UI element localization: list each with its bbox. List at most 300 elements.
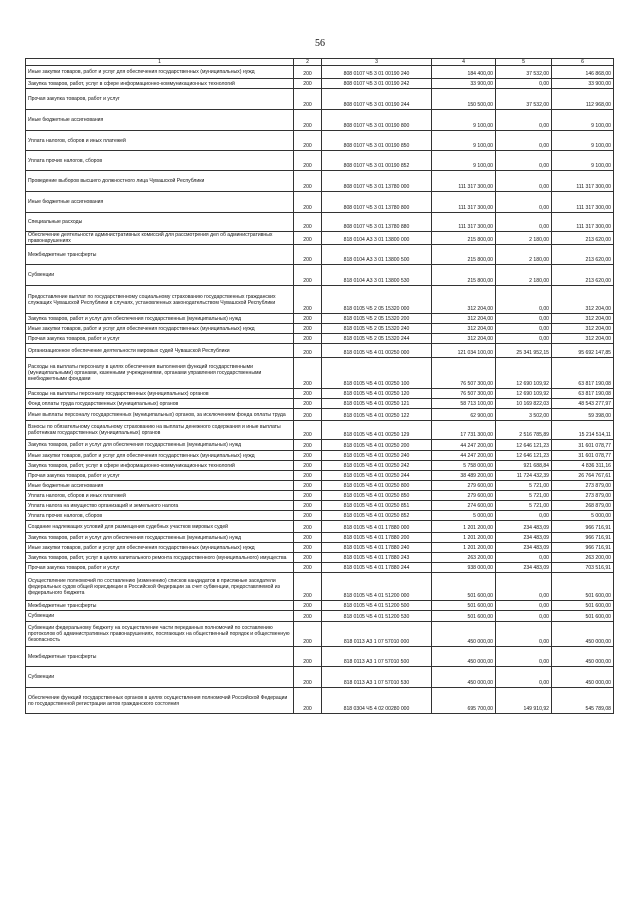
row-name-cell: Прочая закупка товаров, работ и услуг [26, 563, 294, 573]
row-code-cell: 200 [294, 511, 322, 521]
table-row [26, 232, 614, 245]
row-plan-cell: 938 000,00 [432, 563, 496, 573]
row-code-cell: 200 [294, 131, 322, 151]
row-fact-cell: 12 646 121,23 [496, 440, 552, 451]
row-code-cell: 200 [294, 440, 322, 451]
table-row [26, 324, 614, 334]
table-row [26, 421, 614, 440]
row-fact-cell: 37 532,00 [496, 66, 552, 79]
row-code-cell: 200 [294, 89, 322, 110]
row-kbk-cell: 808 0107 Ч5 3 01 00190 850 [322, 131, 432, 151]
table-row [26, 611, 614, 622]
row-code-cell: 200 [294, 421, 322, 440]
row-code-cell: 200 [294, 213, 322, 232]
row-name-cell: Уплата налогов, сборов и иных платежей [26, 131, 294, 151]
row-code-cell: 200 [294, 265, 322, 286]
row-code-cell: 200 [294, 611, 322, 622]
row-kbk-cell: 808 0107 Ч5 3 01 00190 800 [322, 110, 432, 131]
table-row [26, 334, 614, 344]
header-cell: 5 [496, 59, 552, 66]
row-code-cell: 200 [294, 334, 322, 344]
table-header-row [26, 59, 614, 66]
row-plan-cell: 111 317 300,00 [432, 192, 496, 213]
table-row [26, 151, 614, 171]
row-code-cell: 200 [294, 667, 322, 688]
table-row [26, 471, 614, 481]
row-name-cell: Закупка товаров, работ и услуг для обеспечения государственных (муниципальных) нужд [26, 440, 294, 451]
row-kbk-cell: 808 0107 Ч5 3 01 00190 240 [322, 66, 432, 79]
row-plan-cell: 279 600,00 [432, 481, 496, 491]
row-total-cell: 59 398,00 [552, 409, 614, 421]
table-row [26, 688, 614, 714]
row-total-cell: 312 204,00 [552, 324, 614, 334]
row-fact-cell: 234 483,09 [496, 533, 552, 543]
row-name-cell: Специальные расходы [26, 213, 294, 232]
row-fact-cell: 0,00 [496, 286, 552, 314]
row-total-cell: 213 620,00 [552, 245, 614, 265]
row-code-cell: 200 [294, 389, 322, 399]
row-plan-cell: 1 201 200,00 [432, 543, 496, 553]
row-plan-cell: 274 600,00 [432, 501, 496, 511]
row-plan-cell: 38 489 200,00 [432, 471, 496, 481]
row-fact-cell: 0,00 [496, 667, 552, 688]
row-fact-cell: 5 721,00 [496, 481, 552, 491]
row-code-cell: 200 [294, 481, 322, 491]
row-plan-cell: 215 800,00 [432, 245, 496, 265]
row-name-cell: Создание надлежащих условий для размещения судебных участков мировых судей [26, 521, 294, 533]
table-row [26, 89, 614, 110]
row-total-cell: 312 204,00 [552, 314, 614, 324]
row-total-cell: 966 716,91 [552, 543, 614, 553]
row-total-cell: 111 317 300,00 [552, 192, 614, 213]
row-kbk-cell: 818 0105 Ч5 4 01 00250 121 [322, 399, 432, 409]
row-name-cell: Прочая закупка товаров, работ и услуг [26, 471, 294, 481]
row-fact-cell: 5 721,00 [496, 491, 552, 501]
row-name-cell: Уплата налогов, сборов и иных платежей [26, 491, 294, 501]
row-total-cell: 9 100,00 [552, 131, 614, 151]
table-row [26, 245, 614, 265]
row-kbk-cell: 818 0105 Ч5 4 01 00250 120 [322, 389, 432, 399]
row-code-cell: 200 [294, 533, 322, 543]
row-name-cell: Субвенции [26, 265, 294, 286]
row-kbk-cell: 818 0113 А3 1 07 57010 000 [322, 622, 432, 647]
budget-table [25, 58, 614, 714]
row-code-cell: 200 [294, 344, 322, 358]
row-name-cell: Расходы на выплаты персоналу государственных (муниципальных) органов [26, 389, 294, 399]
row-kbk-cell: 818 0105 Ч5 2 05 15320 000 [322, 286, 432, 314]
table-row [26, 451, 614, 461]
row-name-cell: Иные бюджетные ассигнования [26, 481, 294, 491]
row-total-cell: 95 692 147,85 [552, 344, 614, 358]
row-fact-cell: 234 483,09 [496, 563, 552, 573]
row-kbk-cell: 818 0105 Ч5 4 01 17880 240 [322, 543, 432, 553]
row-name-cell: Уплата налога на имущество организаций и земельного налога [26, 501, 294, 511]
row-plan-cell: 312 204,00 [432, 314, 496, 324]
row-fact-cell: 0,00 [496, 151, 552, 171]
row-code-cell: 200 [294, 491, 322, 501]
row-plan-cell: 121 034 100,00 [432, 344, 496, 358]
row-kbk-cell: 818 0105 Ч5 4 01 00250 240 [322, 451, 432, 461]
row-kbk-cell: 818 0304 Ч5 4 02 00280 000 [322, 688, 432, 714]
row-total-cell: 4 836 311,16 [552, 461, 614, 471]
row-fact-cell: 0,00 [496, 573, 552, 601]
row-code-cell: 200 [294, 110, 322, 131]
row-total-cell: 966 716,91 [552, 533, 614, 543]
row-name-cell: Межбюджетные трансферты [26, 245, 294, 265]
row-code-cell: 200 [294, 286, 322, 314]
row-name-cell: Обеспечение функций государственных органов в целях осуществления полномочий Российской Федерации по государственной регистрации актов гражданского состояния [26, 688, 294, 714]
table-row [26, 286, 614, 314]
row-plan-cell: 279 600,00 [432, 491, 496, 501]
table-row [26, 389, 614, 399]
table-row [26, 481, 614, 491]
row-code-cell: 200 [294, 601, 322, 611]
row-total-cell: 146 868,00 [552, 66, 614, 79]
row-plan-cell: 9 100,00 [432, 151, 496, 171]
row-plan-cell: 450 000,00 [432, 647, 496, 667]
row-total-cell: 63 817 190,08 [552, 358, 614, 389]
row-total-cell: 33 900,00 [552, 79, 614, 89]
table-row [26, 314, 614, 324]
row-total-cell: 501 600,00 [552, 601, 614, 611]
table-row [26, 358, 614, 389]
row-plan-cell: 5 000,00 [432, 511, 496, 521]
row-code-cell: 200 [294, 573, 322, 601]
page-number: 56 [315, 38, 325, 49]
row-plan-cell: 695 700,00 [432, 688, 496, 714]
row-code-cell: 200 [294, 501, 322, 511]
row-total-cell: 450 000,00 [552, 622, 614, 647]
row-fact-cell: 0,00 [496, 79, 552, 89]
row-code-cell: 200 [294, 461, 322, 471]
row-fact-cell: 5 721,00 [496, 501, 552, 511]
table-row [26, 66, 614, 79]
row-total-cell: 312 204,00 [552, 334, 614, 344]
row-kbk-cell: 818 0105 Ч5 2 05 15320 240 [322, 324, 432, 334]
row-total-cell: 450 000,00 [552, 647, 614, 667]
table-row [26, 344, 614, 358]
row-plan-cell: 150 500,00 [432, 89, 496, 110]
row-kbk-cell: 818 0105 Ч5 2 05 15320 200 [322, 314, 432, 324]
row-fact-cell: 0,00 [496, 647, 552, 667]
row-code-cell: 200 [294, 647, 322, 667]
row-total-cell: 703 516,91 [552, 563, 614, 573]
table-row [26, 543, 614, 553]
row-total-cell: 501 600,00 [552, 573, 614, 601]
row-code-cell: 200 [294, 324, 322, 334]
row-fact-cell: 0,00 [496, 324, 552, 334]
row-fact-cell: 234 483,09 [496, 543, 552, 553]
row-fact-cell: 12 690 109,92 [496, 389, 552, 399]
row-name-cell: Обеспечение деятельности административных комиссий для рассмотрения дел об административных правонарушениях [26, 232, 294, 245]
row-kbk-cell: 818 0104 А3 3 01 13800 500 [322, 245, 432, 265]
table-row [26, 79, 614, 89]
table-row [26, 601, 614, 611]
row-plan-cell: 450 000,00 [432, 622, 496, 647]
row-fact-cell: 0,00 [496, 511, 552, 521]
row-plan-cell: 9 100,00 [432, 110, 496, 131]
row-plan-cell: 33 900,00 [432, 79, 496, 89]
row-name-cell: Фонд оплаты труда государственных (муниципальных) органов [26, 399, 294, 409]
table-row [26, 647, 614, 667]
row-total-cell: 63 817 190,08 [552, 389, 614, 399]
row-fact-cell: 0,00 [496, 171, 552, 192]
row-total-cell: 312 204,00 [552, 286, 614, 314]
row-kbk-cell: 818 0105 Ч5 4 01 00250 244 [322, 471, 432, 481]
row-kbk-cell: 808 0107 Ч5 3 01 13780 880 [322, 213, 432, 232]
row-plan-cell: 44 247 200,00 [432, 451, 496, 461]
row-name-cell: Субвенции федеральному бюджету на осуществление части переданных полномочий по составлению протоколов об административных правонарушениях, посягающих на общественный порядок и общественную безопасность [26, 622, 294, 647]
row-total-cell: 450 000,00 [552, 667, 614, 688]
row-plan-cell: 76 507 300,00 [432, 358, 496, 389]
row-fact-cell: 12 646 121,23 [496, 451, 552, 461]
row-fact-cell: 0,00 [496, 622, 552, 647]
row-plan-cell: 312 204,00 [432, 334, 496, 344]
row-total-cell: 9 100,00 [552, 151, 614, 171]
row-plan-cell: 58 713 100,00 [432, 399, 496, 409]
row-name-cell: Субвенции [26, 611, 294, 622]
row-name-cell: Межбюджетные трансферты [26, 601, 294, 611]
header-cell: 4 [432, 59, 496, 66]
row-plan-cell: 263 200,00 [432, 553, 496, 563]
row-fact-cell: 149 910,92 [496, 688, 552, 714]
table-row [26, 399, 614, 409]
row-plan-cell: 312 204,00 [432, 286, 496, 314]
row-name-cell: Закупка товаров, работ и услуг для обеспечения государственных (муниципальных) нужд [26, 314, 294, 324]
row-fact-cell: 0,00 [496, 611, 552, 622]
row-kbk-cell: 818 0104 А3 3 01 13800 000 [322, 232, 432, 245]
row-plan-cell: 62 900,00 [432, 409, 496, 421]
row-code-cell: 200 [294, 314, 322, 324]
row-name-cell: Субвенции [26, 667, 294, 688]
row-kbk-cell: 818 0105 Ч5 4 01 00250 242 [322, 461, 432, 471]
row-total-cell: 545 789,08 [552, 688, 614, 714]
row-total-cell: 31 601 078,77 [552, 451, 614, 461]
row-kbk-cell: 818 0105 Ч5 4 01 00250 129 [322, 421, 432, 440]
row-name-cell: Осуществление полномочий по составлению (изменению) списков кандидатов в присяжные заседатели федеральных судов общей юрисдикции в Российской Федерации за счет субвенции, предоставляемой из федерального бюджета [26, 573, 294, 601]
row-kbk-cell: 808 0107 Ч5 3 01 00190 244 [322, 89, 432, 110]
row-plan-cell: 501 600,00 [432, 601, 496, 611]
row-total-cell: 9 100,00 [552, 110, 614, 131]
table-row [26, 573, 614, 601]
row-code-cell: 200 [294, 151, 322, 171]
table-row [26, 440, 614, 451]
row-kbk-cell: 818 0105 Ч5 4 01 00250 852 [322, 511, 432, 521]
row-name-cell: Иные выплаты персоналу государственных (муниципальных) органов, за исключением фонда оплаты труда [26, 409, 294, 421]
row-code-cell: 200 [294, 192, 322, 213]
row-total-cell: 213 620,00 [552, 265, 614, 286]
row-fact-cell: 0,00 [496, 601, 552, 611]
row-fact-cell: 0,00 [496, 213, 552, 232]
table-row [26, 563, 614, 573]
row-code-cell: 200 [294, 171, 322, 192]
table-row [26, 667, 614, 688]
table-row [26, 192, 614, 213]
table-row [26, 461, 614, 471]
row-fact-cell: 0,00 [496, 192, 552, 213]
row-name-cell: Организационное обеспечение деятельности мировых судей Чувашской Республики [26, 344, 294, 358]
row-code-cell: 200 [294, 451, 322, 461]
row-kbk-cell: 818 0105 Ч5 4 01 00250 851 [322, 501, 432, 511]
table-row [26, 265, 614, 286]
row-plan-cell: 501 600,00 [432, 573, 496, 601]
row-name-cell: Иные закупки товаров, работ и услуг для обеспечения государственных (муниципальных) нужд [26, 324, 294, 334]
row-kbk-cell: 808 0107 Ч5 3 01 13780 800 [322, 192, 432, 213]
row-plan-cell: 312 204,00 [432, 324, 496, 334]
header-cell: 3 [322, 59, 432, 66]
row-code-cell: 200 [294, 622, 322, 647]
row-name-cell: Прочая закупка товаров, работ и услуг [26, 334, 294, 344]
row-code-cell: 200 [294, 553, 322, 563]
row-fact-cell: 12 690 109,92 [496, 358, 552, 389]
row-code-cell: 200 [294, 409, 322, 421]
row-plan-cell: 76 507 300,00 [432, 389, 496, 399]
row-plan-cell: 1 201 200,00 [432, 533, 496, 543]
row-fact-cell: 0,00 [496, 334, 552, 344]
row-fact-cell: 234 483,09 [496, 521, 552, 533]
row-fact-cell: 0,00 [496, 110, 552, 131]
row-plan-cell: 215 800,00 [432, 232, 496, 245]
row-name-cell: Иные бюджетные ассигнования [26, 192, 294, 213]
row-kbk-cell: 818 0105 Ч5 4 01 51200 530 [322, 611, 432, 622]
row-name-cell: Закупка товаров, работ и услуг для обеспечения государственных (муниципальных) нужд [26, 533, 294, 543]
row-name-cell: Иные закупки товаров, работ и услуг для обеспечения государственных (муниципальных) нужд [26, 543, 294, 553]
row-total-cell: 26 764 767,61 [552, 471, 614, 481]
row-kbk-cell: 818 0113 А3 1 07 57010 500 [322, 647, 432, 667]
row-kbk-cell: 818 0105 Ч5 4 01 17880 243 [322, 553, 432, 563]
row-total-cell: 966 716,91 [552, 521, 614, 533]
row-name-cell: Закупка товаров, работ, услуг в сфере информационно-коммуникационных технологий [26, 79, 294, 89]
row-total-cell: 273 879,00 [552, 491, 614, 501]
row-total-cell: 263 200,00 [552, 553, 614, 563]
row-kbk-cell: 818 0105 Ч5 4 01 17880 200 [322, 533, 432, 543]
row-plan-cell: 111 317 300,00 [432, 171, 496, 192]
row-fact-cell: 25 341 952,15 [496, 344, 552, 358]
row-name-cell: Прочая закупка товаров, работ и услуг [26, 89, 294, 110]
row-name-cell: Иные бюджетные ассигнования [26, 110, 294, 131]
row-kbk-cell: 818 0105 Ч5 4 01 51200 000 [322, 573, 432, 601]
table-row [26, 521, 614, 533]
row-fact-cell: 10 169 822,03 [496, 399, 552, 409]
header-cell: 6 [552, 59, 614, 66]
row-code-cell: 200 [294, 66, 322, 79]
row-code-cell: 200 [294, 521, 322, 533]
row-kbk-cell: 818 0105 Ч5 4 01 00250 200 [322, 440, 432, 451]
row-fact-cell: 37 532,00 [496, 89, 552, 110]
row-kbk-cell: 818 0105 Ч5 4 01 00250 000 [322, 344, 432, 358]
row-code-cell: 200 [294, 471, 322, 481]
row-plan-cell: 1 201 200,00 [432, 521, 496, 533]
table-row [26, 622, 614, 647]
row-plan-cell: 501 600,00 [432, 611, 496, 622]
row-name-cell: Предоставление выплат по государственному социальному страхованию государственных гражданских служащих Чувашской Республики в случаях, установленных законодательством Чувашской Республики [26, 286, 294, 314]
row-plan-cell: 44 247 200,00 [432, 440, 496, 451]
row-kbk-cell: 818 0105 Ч5 4 01 17880 000 [322, 521, 432, 533]
row-kbk-cell: 808 0107 Ч5 3 01 00190 852 [322, 151, 432, 171]
row-kbk-cell: 818 0105 Ч5 4 01 17880 244 [322, 563, 432, 573]
row-total-cell: 5 000,00 [552, 511, 614, 521]
row-plan-cell: 184 400,00 [432, 66, 496, 79]
row-total-cell: 48 543 277,97 [552, 399, 614, 409]
row-fact-cell: 2 180,00 [496, 265, 552, 286]
table-row [26, 533, 614, 543]
table-row [26, 213, 614, 232]
row-code-cell: 200 [294, 543, 322, 553]
row-plan-cell: 450 000,00 [432, 667, 496, 688]
row-plan-cell: 215 800,00 [432, 265, 496, 286]
row-kbk-cell: 818 0105 Ч5 2 05 15320 244 [322, 334, 432, 344]
row-name-cell: Закупка товаров, работ, услуг в целях капитального ремонта государственного (муниципального) имущества [26, 553, 294, 563]
table-row [26, 501, 614, 511]
table-row [26, 131, 614, 151]
row-fact-cell: 921 688,84 [496, 461, 552, 471]
row-name-cell: Закупка товаров, работ, услуг в сфере информационно-коммуникационных технологий [26, 461, 294, 471]
row-kbk-cell: 818 0105 Ч5 4 01 00250 100 [322, 358, 432, 389]
row-fact-cell: 11 724 432,39 [496, 471, 552, 481]
row-fact-cell: 2 180,00 [496, 245, 552, 265]
row-plan-cell: 111 317 300,00 [432, 213, 496, 232]
row-code-cell: 200 [294, 688, 322, 714]
table-row [26, 110, 614, 131]
row-kbk-cell: 818 0104 А3 3 01 13800 530 [322, 265, 432, 286]
row-code-cell: 200 [294, 563, 322, 573]
row-kbk-cell: 818 0113 А3 1 07 57010 530 [322, 667, 432, 688]
row-fact-cell: 3 502,00 [496, 409, 552, 421]
row-name-cell: Иные закупки товаров, работ и услуг для обеспечения государственных (муниципальных) нужд [26, 66, 294, 79]
row-fact-cell: 0,00 [496, 131, 552, 151]
row-kbk-cell: 818 0105 Ч5 4 01 00250 122 [322, 409, 432, 421]
row-total-cell: 501 600,00 [552, 611, 614, 622]
row-kbk-cell: 808 0107 Ч5 3 01 00190 242 [322, 79, 432, 89]
row-kbk-cell: 818 0105 Ч5 4 01 00250 850 [322, 491, 432, 501]
row-total-cell: 213 620,00 [552, 232, 614, 245]
table-row [26, 409, 614, 421]
header-cell: 1 [26, 59, 294, 66]
table-row [26, 491, 614, 501]
row-kbk-cell: 818 0105 Ч5 4 01 00250 800 [322, 481, 432, 491]
row-fact-cell: 2 516 785,89 [496, 421, 552, 440]
row-total-cell: 111 317 300,00 [552, 213, 614, 232]
row-plan-cell: 9 100,00 [432, 131, 496, 151]
table-row [26, 171, 614, 192]
row-code-cell: 200 [294, 232, 322, 245]
row-code-cell: 200 [294, 79, 322, 89]
table-row [26, 553, 614, 563]
row-total-cell: 111 317 300,00 [552, 171, 614, 192]
row-name-cell: Уплата прочих налогов, сборов [26, 511, 294, 521]
row-name-cell: Межбюджетные трансферты [26, 647, 294, 667]
row-total-cell: 15 214 514,11 [552, 421, 614, 440]
row-code-cell: 200 [294, 358, 322, 389]
row-name-cell: Взносы по обязательному социальному страхованию на выплаты денежного содержания и иные выплаты работникам государственных (муниципальных) органов [26, 421, 294, 440]
row-fact-cell: 2 180,00 [496, 232, 552, 245]
row-total-cell: 31 601 078,77 [552, 440, 614, 451]
row-total-cell: 112 968,00 [552, 89, 614, 110]
row-code-cell: 200 [294, 399, 322, 409]
row-name-cell: Уплата прочих налогов, сборов [26, 151, 294, 171]
row-name-cell: Расходы на выплаты персоналу в целях обеспечения выполнения функций государственными (муниципальными) органами, казенными учреждениями, органами управления государственными внебюджетными фондами [26, 358, 294, 389]
row-kbk-cell: 808 0107 Ч5 3 01 13780 000 [322, 171, 432, 192]
row-name-cell: Проведение выборов высшего должностного лица Чувашской Республики [26, 171, 294, 192]
row-fact-cell: 0,00 [496, 314, 552, 324]
row-fact-cell: 0,00 [496, 553, 552, 563]
table-row [26, 511, 614, 521]
row-code-cell: 200 [294, 245, 322, 265]
header-cell: 2 [294, 59, 322, 66]
row-total-cell: 273 879,00 [552, 481, 614, 491]
row-kbk-cell: 818 0105 Ч5 4 01 51200 500 [322, 601, 432, 611]
row-total-cell: 268 879,00 [552, 501, 614, 511]
